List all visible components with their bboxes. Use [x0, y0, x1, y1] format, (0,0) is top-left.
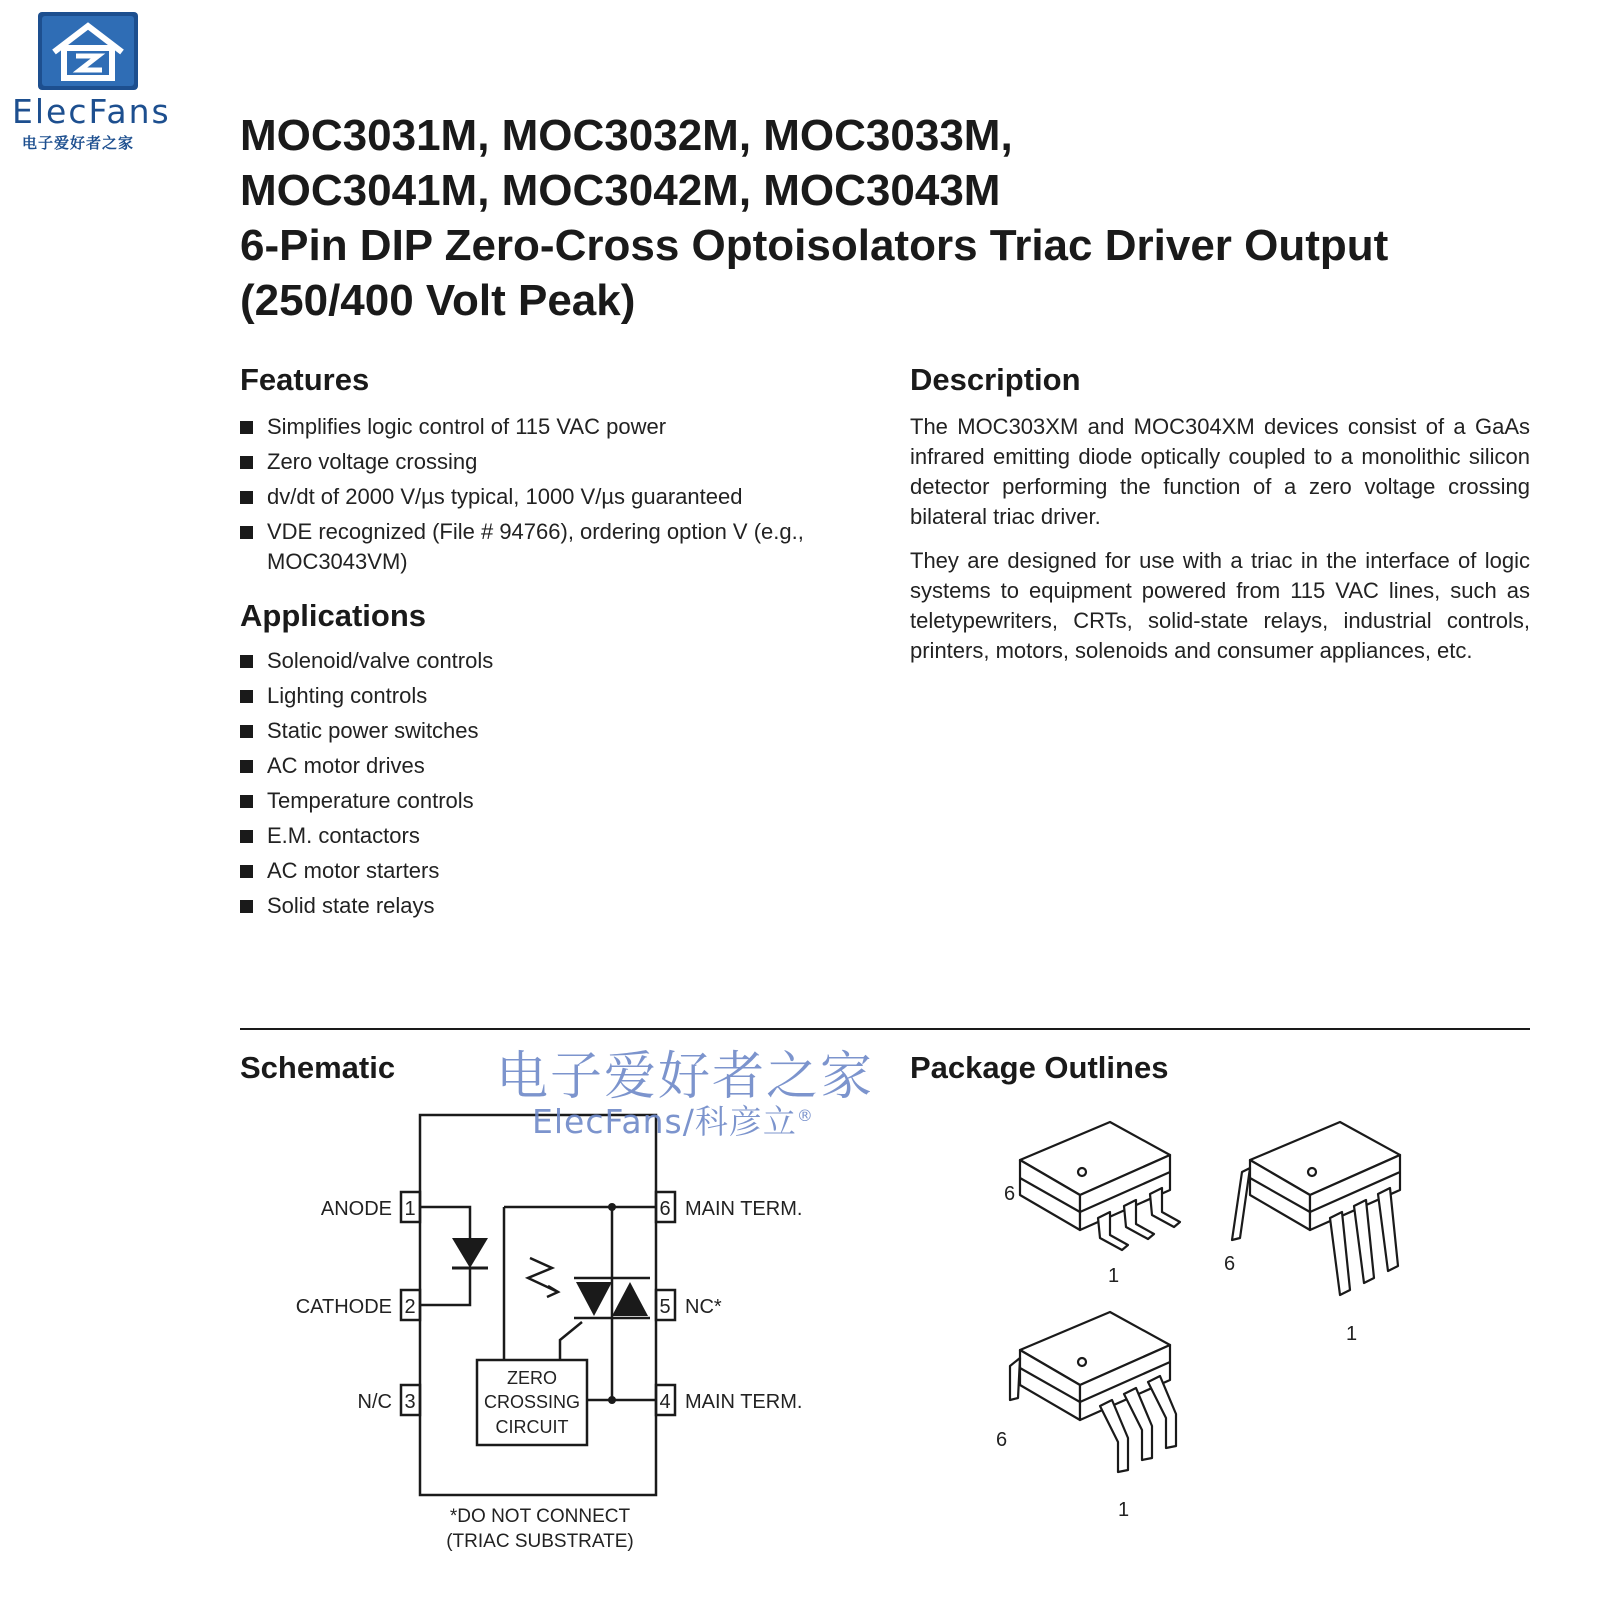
package-dip-wide [1010, 1312, 1176, 1472]
pin-number: 1 [1118, 1499, 1130, 1521]
list-item: Static power switches [240, 716, 840, 746]
pin-number: 1 [1346, 1323, 1358, 1345]
list-item: AC motor drives [240, 751, 840, 781]
pin-label: ANODE [320, 1198, 392, 1220]
document-title [240, 108, 1540, 328]
applications-section [240, 598, 840, 926]
bullet-icon [240, 795, 253, 808]
list-item: dv/dt of 2000 V/µs typical, 1000 V/µs guaranteed [240, 482, 840, 512]
applications-heading: Applications [240, 598, 427, 633]
circuit-label: CIRCUIT [495, 1417, 569, 1437]
features-section [240, 362, 840, 582]
schematic-diagram [0, 1100, 880, 1560]
triac-icon [576, 1282, 612, 1316]
bullet-icon [240, 690, 253, 703]
circuit-label: ZERO [506, 1368, 558, 1388]
junction-dot [608, 1203, 616, 1211]
pin-number: 4 [659, 1391, 671, 1413]
package-heading: Package Outlines [910, 1050, 1169, 1085]
watermark-brand: ElecFans/科彦立® [532, 1102, 814, 1141]
pin-number: 6 [1224, 1253, 1236, 1275]
bullet-icon [240, 655, 253, 668]
title-line: 6-Pin DIP Zero-Cross Optoisolators Triac Driver Output [240, 221, 1389, 270]
led-diode-icon [452, 1238, 488, 1268]
list-item: Solenoid/valve controls [240, 646, 840, 676]
anode-wire [420, 1207, 470, 1238]
watermark-chinese: 电子爱好者之家 [496, 1047, 875, 1107]
pin-number: 3 [404, 1391, 416, 1413]
registered-mark: ® [796, 1106, 814, 1125]
section-divider [240, 1028, 1530, 1030]
triac-icon [612, 1282, 648, 1316]
features-list [240, 412, 840, 577]
pin-number: 6 [996, 1429, 1008, 1451]
light-arrow [528, 1258, 558, 1292]
pin-number: 1 [404, 1198, 416, 1220]
logo-subtitle: 电子爱好者之家 [22, 134, 135, 152]
logo-wordmark: ElecFans [12, 92, 171, 131]
bullet-icon [240, 456, 253, 469]
list-item: Simplifies logic control of 115 VAC power [240, 412, 840, 442]
bullet-icon [240, 760, 253, 773]
description-paragraph: They are designed for use with a triac in the interface of logic systems to equipment powered from 115 VAC lines, such as teletypewriters, CRTs, solid-state relays, industrial controls, printers, motors, solenoids and consumer appliances, etc. [910, 548, 1530, 663]
description-paragraph: The MOC303XM and MOC304XM devices consist of a GaAs infrared emitting diode optically coupled to a monolithic silicon detector performing the function of a zero voltage crossing bilateral triac driver. [910, 414, 1530, 529]
pin-number: 6 [659, 1198, 671, 1220]
cathode-wire [420, 1268, 470, 1305]
applications-list [240, 646, 840, 921]
bullet-icon [240, 865, 253, 878]
list-item: Lighting controls [240, 681, 840, 711]
title-line: (250/400 Volt Peak) [240, 276, 636, 325]
logo-house-icon [38, 12, 138, 90]
pin-number: 6 [1004, 1183, 1016, 1205]
pin-number: 5 [659, 1296, 671, 1318]
pin-label: NC* [685, 1296, 722, 1318]
package-dip-straight [1232, 1122, 1400, 1295]
list-item: Zero voltage crossing [240, 447, 840, 477]
schematic-heading: Schematic [240, 1050, 396, 1085]
features-heading: Features [240, 362, 370, 397]
title-line: MOC3041M, MOC3042M, MOC3043M [240, 166, 1001, 215]
bullet-icon [240, 526, 253, 539]
schematic-note: *DO NOT CONNECT [449, 1506, 631, 1527]
description-heading: Description [910, 362, 1081, 397]
package-outlines [960, 1100, 1440, 1540]
description-section [910, 362, 1530, 666]
bullet-icon [240, 421, 253, 434]
pin-label: MAIN TERM. [685, 1198, 803, 1220]
pin-number: 1 [1108, 1265, 1120, 1287]
package-smd [1020, 1122, 1180, 1250]
pin-label: N/C [357, 1391, 392, 1413]
circuit-label: CROSSING [483, 1392, 581, 1412]
schematic-note: (TRIAC SUBSTRATE) [446, 1531, 634, 1552]
bullet-icon [240, 830, 253, 843]
list-item: AC motor starters [240, 856, 840, 886]
bullet-icon [240, 725, 253, 738]
logo [38, 12, 138, 90]
list-item: E.M. contactors [240, 821, 840, 851]
bullet-icon [240, 491, 253, 504]
junction-dot [608, 1396, 616, 1404]
gate-wire [560, 1322, 582, 1360]
list-item: Temperature controls [240, 786, 840, 816]
pin-number: 2 [404, 1296, 416, 1318]
list-item: VDE recognized (File # 94766), ordering option V (e.g., MOC3043VM) [240, 517, 827, 577]
pin-label: MAIN TERM. [685, 1391, 803, 1413]
pin-label: CATHODE [295, 1296, 392, 1318]
title-line: MOC3031M, MOC3032M, MOC3033M, [240, 111, 1013, 160]
list-item: Solid state relays [240, 891, 840, 921]
bullet-icon [240, 900, 253, 913]
